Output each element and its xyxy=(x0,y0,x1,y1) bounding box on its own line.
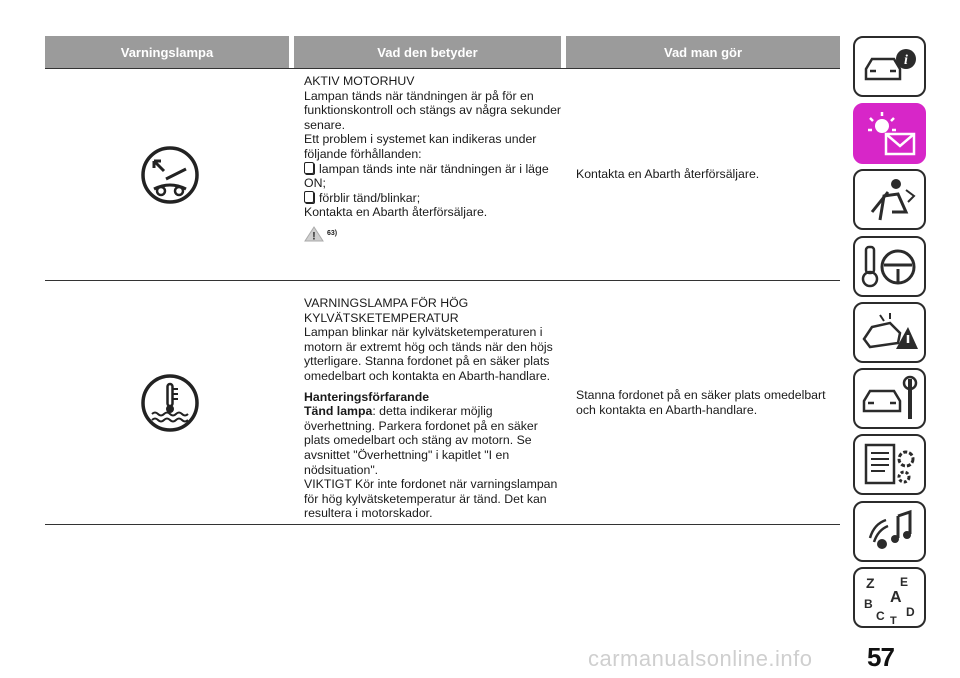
svg-text:A: A xyxy=(889,588,902,606)
svg-text:B: B xyxy=(863,596,873,611)
action-text: Kontakta en Abarth återförsäljare. xyxy=(576,167,760,182)
action-text: Stanna fordonet på en säker plats omedelbart och kontakta en Abarth-handlare. xyxy=(576,387,826,417)
list-item: lampan tänds inte när tändningen är i läge ON; xyxy=(304,161,549,191)
meaning-cell xyxy=(294,69,566,280)
tab-emergency[interactable] xyxy=(853,302,926,363)
warning-ref-number: 63) xyxy=(327,230,338,238)
warning-lights-table xyxy=(45,36,840,525)
emergency-crash-icon xyxy=(860,309,920,357)
svg-text:Z: Z xyxy=(865,574,875,591)
svg-text:D: D xyxy=(905,604,915,619)
coolant-temperature-icon xyxy=(140,373,200,433)
meaning-cell xyxy=(294,281,566,524)
meaning-text: Kontakta en Abarth återförsäljare. xyxy=(304,205,488,220)
svg-text:E: E xyxy=(899,574,908,589)
tab-maintenance[interactable] xyxy=(853,368,926,429)
watermark: carmanualsonline.info xyxy=(588,646,813,671)
alphabetical-index-icon xyxy=(860,572,920,624)
car-maintenance-icon xyxy=(860,375,920,423)
tab-starting-driving[interactable] xyxy=(853,236,926,297)
term-label: Tänd lampa xyxy=(304,404,373,419)
lamp-title: VARNINGSLAMPA FÖR HÖG KYLVÄTSKETEMPERATUR xyxy=(304,296,469,325)
svg-text:T: T xyxy=(889,614,897,624)
meaning-text: Lampan tänds när tändningen är på för en funktionskontroll och stängs av några sekunder senare. xyxy=(304,88,562,132)
procedure-heading: Hanteringsförfarande xyxy=(304,389,430,404)
column-header-action: Vad man gör xyxy=(566,36,840,68)
tab-technical-data[interactable] xyxy=(853,434,926,495)
tab-car-info[interactable] xyxy=(853,36,926,97)
meaning-text: Ett problem i systemet kan indikeras under följande förhållanden: xyxy=(304,132,537,161)
lamp-title: AKTIV MOTORHUV xyxy=(304,74,415,88)
tab-warning-lights[interactable] xyxy=(853,103,926,164)
warning-lights-icon xyxy=(860,110,920,158)
key-steering-wheel-icon xyxy=(860,243,920,291)
technical-data-icon xyxy=(860,441,920,489)
svg-text:i: i xyxy=(903,52,908,68)
car-info-icon xyxy=(860,45,920,89)
column-header-warning-lamp: Varningslampa xyxy=(45,36,289,68)
action-cell xyxy=(566,281,840,524)
svg-text:C: C xyxy=(875,608,885,623)
lamp-cell xyxy=(45,69,294,280)
meaning-text: Tänd lampa: detta indikerar möjlig överhettning. Parkera fordonet på en säker plats omedelbart och stäng av motorn. Se avsnittet "Överhettning" i kapitlet "I en nödsituation". xyxy=(304,404,538,477)
bullet-icon xyxy=(304,162,314,174)
warning-reference xyxy=(304,226,562,242)
tab-safety[interactable] xyxy=(853,169,926,230)
lamp-cell xyxy=(45,281,294,524)
table-header xyxy=(45,36,840,68)
multimedia-icon xyxy=(860,508,920,556)
warning-triangle-icon xyxy=(304,226,324,242)
table-row xyxy=(45,281,840,525)
svg-text:!: ! xyxy=(312,230,316,242)
bonnet-warning-icon xyxy=(140,145,200,205)
meaning-text: Lampan blinkar när kylvätsketemperaturen i motorn är extremt hög och tänds när den höjs ytterligare. Stanna fordonet på en säker plats omedelbart och kontakta en Abarth-handlare. xyxy=(304,325,553,383)
airbag-seat-icon xyxy=(862,176,918,224)
tab-multimedia[interactable] xyxy=(853,501,926,562)
bullet-icon xyxy=(304,191,314,203)
list-item: förblir tänd/blinkar; xyxy=(304,191,562,206)
page-number: 57 xyxy=(867,642,894,672)
table-row xyxy=(45,69,840,281)
tab-index[interactable] xyxy=(853,567,926,628)
action-cell xyxy=(566,69,840,280)
column-header-meaning: Vad den betyder xyxy=(294,36,561,68)
important-note: VIKTIGT Kör inte fordonet när varningslampan för hög kylvätsketemperatur är tänd. Det kan resultera i motorskador. xyxy=(304,477,558,521)
